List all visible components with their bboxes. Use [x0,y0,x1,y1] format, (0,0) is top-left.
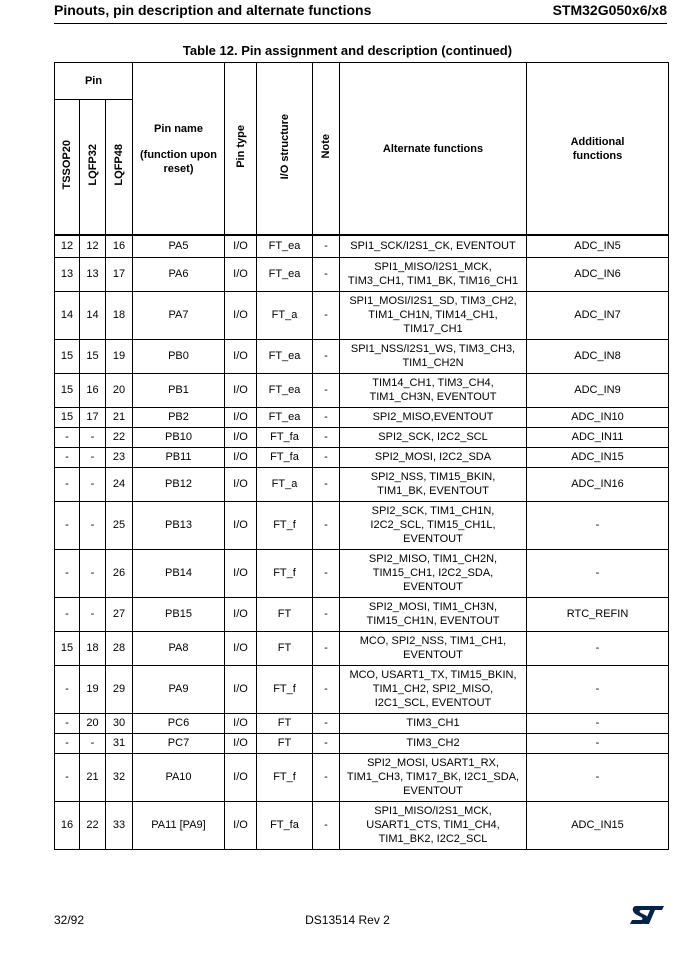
cell-alternate-functions: MCO, SPI2_NSS, TIM1_CH1, EVENTOUT [340,631,527,665]
cell-lqfp48: 27 [106,597,133,631]
cell-pin-type: I/O [225,501,257,549]
cell-lqfp48: 16 [106,235,133,257]
cell-additional-functions: ADC_IN7 [527,291,669,339]
cell-tssop20: - [55,597,80,631]
note-label: Note [320,134,332,159]
cell-lqfp48: 31 [106,733,133,753]
cell-note: - [313,713,340,733]
cell-io-structure: FT [257,597,313,631]
cell-tssop20: - [55,467,80,501]
cell-additional-functions: ADC_IN6 [527,257,669,291]
cell-tssop20: - [55,713,80,733]
cell-io-structure: FT_ea [257,407,313,427]
pin-group-header: Pin [55,63,133,100]
lqfp48-header [106,100,133,236]
table-row [55,339,669,373]
cell-note: - [313,373,340,407]
cell-pin-type: I/O [225,427,257,447]
cell-pin-name: PA9 [133,665,225,713]
cell-io-structure: FT_a [257,291,313,339]
cell-pin-name: PB14 [133,549,225,597]
cell-lqfp32: - [80,549,106,597]
cell-io-structure: FT_ea [257,339,313,373]
additional-functions-header: Additional functions [527,63,669,236]
tssop20-header [55,100,80,236]
cell-alternate-functions: SPI2_SCK, TIM1_CH1N, I2C2_SCL, TIM15_CH1L, EVENTOUT [340,501,527,549]
cell-lqfp48: 20 [106,373,133,407]
table-row [55,631,669,665]
cell-io-structure: FT_f [257,501,313,549]
cell-additional-functions: RTC_REFIN [527,597,669,631]
cell-pin-name: PA10 [133,753,225,801]
cell-pin-type: I/O [225,801,257,849]
cell-note: - [313,291,340,339]
cell-io-structure: FT_fa [257,447,313,467]
cell-lqfp48: 30 [106,713,133,733]
cell-lqfp32: - [80,447,106,467]
pin-name-header-line1: Pin name [154,122,203,135]
cell-pin-type: I/O [225,631,257,665]
cell-lqfp32: - [80,427,106,447]
header-part-number: STM32G050x6/x8 [552,2,667,18]
cell-pin-name: PA11 [PA9] [133,801,225,849]
cell-pin-name: PB0 [133,339,225,373]
cell-pin-type: I/O [225,291,257,339]
lqfp32-header [80,100,106,236]
cell-lqfp32: 21 [80,753,106,801]
cell-tssop20: - [55,501,80,549]
cell-pin-type: I/O [225,597,257,631]
cell-note: - [313,631,340,665]
cell-additional-functions: - [527,713,669,733]
cell-lqfp32: 20 [80,713,106,733]
pin-assignment-table [54,62,669,850]
document-id: DS13514 Rev 2 [305,913,390,927]
cell-additional-functions: ADC_IN5 [527,235,669,257]
cell-io-structure: FT [257,733,313,753]
cell-io-structure: FT_a [257,467,313,501]
cell-note: - [313,235,340,257]
cell-lqfp48: 21 [106,407,133,427]
cell-io-structure: FT_f [257,549,313,597]
lqfp32-label: LQFP32 [86,144,99,186]
cell-alternate-functions: SPI1_SCK/I2S1_CK, EVENTOUT [340,235,527,257]
cell-io-structure: FT_f [257,665,313,713]
cell-alternate-functions: SPI1_MISO/I2S1_MCK, TIM3_CH1, TIM1_BK, TIM16_CH1 [340,257,527,291]
cell-lqfp32: 22 [80,801,106,849]
cell-additional-functions: ADC_IN9 [527,373,669,407]
cell-lqfp48: 17 [106,257,133,291]
cell-note: - [313,447,340,467]
alternate-functions-header: Alternate functions [340,63,527,236]
cell-lqfp32: 15 [80,339,106,373]
cell-lqfp48: 29 [106,665,133,713]
cell-lqfp48: 26 [106,549,133,597]
cell-lqfp32: 12 [80,235,106,257]
cell-pin-name: PB11 [133,447,225,467]
cell-additional-functions: - [527,631,669,665]
cell-io-structure: FT_f [257,753,313,801]
cell-alternate-functions: SPI2_MOSI, I2C2_SDA [340,447,527,467]
cell-pin-type: I/O [225,753,257,801]
page-number: 32/92 [54,913,85,927]
cell-tssop20: 16 [55,801,80,849]
cell-io-structure: FT_fa [257,801,313,849]
cell-note: - [313,753,340,801]
cell-lqfp32: 19 [80,665,106,713]
cell-lqfp32: 14 [80,291,106,339]
cell-io-structure: FT_ea [257,257,313,291]
cell-additional-functions: - [527,753,669,801]
table-row [55,407,669,427]
cell-pin-name: PB10 [133,427,225,447]
io-structure-label: I/O structure [278,113,291,180]
cell-io-structure: FT_ea [257,235,313,257]
cell-note: - [313,665,340,713]
cell-alternate-functions: SPI1_MISO/I2S1_MCK, USART1_CTS, TIM1_CH4, TIM1_BK2, I2C2_SCL [340,801,527,849]
cell-tssop20: 15 [55,407,80,427]
cell-pin-type: I/O [225,447,257,467]
cell-lqfp48: 33 [106,801,133,849]
cell-alternate-functions: SPI2_SCK, I2C2_SCL [340,427,527,447]
table-row [55,733,669,753]
cell-alternate-functions: SPI1_MOSI/I2S1_SD, TIM3_CH2, TIM1_CH1N, TIM14_CH1, TIM17_CH1 [340,291,527,339]
cell-pin-name: PB12 [133,467,225,501]
cell-alternate-functions: MCO, USART1_TX, TIM15_BKIN, TIM1_CH2, SPI2_MISO, I2C1_SCL, EVENTOUT [340,665,527,713]
cell-alternate-functions: SPI2_MISO,EVENTOUT [340,407,527,427]
cell-note: - [313,427,340,447]
table-row [55,597,669,631]
cell-note: - [313,597,340,631]
cell-note: - [313,501,340,549]
note-header [313,63,340,236]
cell-lqfp32: - [80,733,106,753]
cell-additional-functions: - [527,501,669,549]
cell-lqfp48: 19 [106,339,133,373]
cell-tssop20: 15 [55,631,80,665]
cell-pin-type: I/O [225,235,257,257]
cell-tssop20: 12 [55,235,80,257]
cell-pin-name: PA7 [133,291,225,339]
table-title: Table 12. Pin assignment and description (continued) [182,43,513,58]
cell-lqfp32: - [80,467,106,501]
cell-pin-name: PB13 [133,501,225,549]
cell-tssop20: 13 [55,257,80,291]
cell-alternate-functions: TIM3_CH1 [340,713,527,733]
cell-io-structure: FT [257,713,313,733]
pin-type-header [225,63,257,236]
cell-pin-name: PC6 [133,713,225,733]
cell-io-structure: FT_fa [257,427,313,447]
pin-name-header [133,63,225,236]
cell-io-structure: FT_ea [257,373,313,407]
cell-note: - [313,407,340,427]
cell-pin-name: PC7 [133,733,225,753]
cell-lqfp48: 25 [106,501,133,549]
cell-tssop20: 14 [55,291,80,339]
cell-alternate-functions: TIM14_CH1, TIM3_CH4, TIM1_CH3N, EVENTOUT [340,373,527,407]
cell-note: - [313,801,340,849]
table-body [55,235,669,849]
cell-pin-type: I/O [225,549,257,597]
cell-tssop20: - [55,427,80,447]
cell-pin-type: I/O [225,467,257,501]
cell-note: - [313,549,340,597]
cell-lqfp32: 13 [80,257,106,291]
cell-lqfp32: 18 [80,631,106,665]
cell-pin-name: PA8 [133,631,225,665]
cell-additional-functions: ADC_IN8 [527,339,669,373]
tssop20-label: TSSOP20 [61,140,73,190]
cell-lqfp48: 24 [106,467,133,501]
table-row [55,373,669,407]
cell-additional-functions: ADC_IN16 [527,467,669,501]
cell-lqfp32: - [80,597,106,631]
pin-name-header-line2: (function upon reset) [140,148,217,175]
cell-tssop20: - [55,447,80,467]
cell-pin-type: I/O [225,373,257,407]
cell-alternate-functions: SPI2_MOSI, TIM1_CH3N, TIM15_CH1N, EVENTOUT [340,597,527,631]
cell-additional-functions: ADC_IN15 [527,447,669,467]
cell-alternate-functions: SPI1_NSS/I2S1_WS, TIM3_CH3, TIM1_CH2N [340,339,527,373]
lqfp48-label: LQFP48 [113,144,125,186]
cell-additional-functions: ADC_IN15 [527,801,669,849]
cell-note: - [313,733,340,753]
cell-lqfp48: 22 [106,427,133,447]
table-row [55,427,669,447]
cell-lqfp48: 23 [106,447,133,467]
cell-additional-functions: - [527,733,669,753]
table-row [55,665,669,713]
header-rule [54,23,667,24]
table-row [55,549,669,597]
cell-lqfp48: 32 [106,753,133,801]
cell-alternate-functions: SPI2_MISO, TIM1_CH2N, TIM15_CH1, I2C2_SDA, EVENTOUT [340,549,527,597]
cell-pin-type: I/O [225,733,257,753]
cell-lqfp32: - [80,501,106,549]
cell-tssop20: - [55,665,80,713]
cell-pin-name: PA5 [133,235,225,257]
cell-lqfp48: 18 [106,291,133,339]
cell-pin-type: I/O [225,407,257,427]
cell-note: - [313,257,340,291]
cell-tssop20: - [55,549,80,597]
cell-io-structure: FT [257,631,313,665]
cell-pin-name: PB1 [133,373,225,407]
pin-type-label: Pin type [234,125,247,168]
cell-tssop20: - [55,753,80,801]
cell-additional-functions: ADC_IN11 [527,427,669,447]
table-row [55,467,669,501]
st-logo-icon [629,905,665,925]
cell-alternate-functions: SPI2_NSS, TIM15_BKIN, TIM1_BK, EVENTOUT [340,467,527,501]
cell-note: - [313,339,340,373]
table-row [55,235,669,257]
cell-tssop20: - [55,733,80,753]
table-row [55,801,669,849]
cell-pin-name: PB15 [133,597,225,631]
cell-pin-name: PB2 [133,407,225,427]
cell-note: - [313,467,340,501]
table-row [55,291,669,339]
cell-pin-type: I/O [225,665,257,713]
table-row [55,257,669,291]
header-section-title: Pinouts, pin description and alternate functions [54,2,372,18]
table-row [55,713,669,733]
cell-pin-name: PA6 [133,257,225,291]
table-row [55,753,669,801]
cell-lqfp32: 17 [80,407,106,427]
cell-alternate-functions: SPI2_MOSI, USART1_RX, TIM1_CH3, TIM17_BK, I2C1_SDA, EVENTOUT [340,753,527,801]
cell-pin-type: I/O [225,713,257,733]
cell-alternate-functions: TIM3_CH2 [340,733,527,753]
cell-additional-functions: - [527,549,669,597]
io-structure-header [257,63,313,236]
table-row [55,447,669,467]
cell-tssop20: 15 [55,339,80,373]
cell-lqfp32: 16 [80,373,106,407]
cell-tssop20: 15 [55,373,80,407]
cell-pin-type: I/O [225,257,257,291]
cell-lqfp48: 28 [106,631,133,665]
cell-pin-type: I/O [225,339,257,373]
cell-additional-functions: ADC_IN10 [527,407,669,427]
cell-additional-functions: - [527,665,669,713]
table-row [55,501,669,549]
